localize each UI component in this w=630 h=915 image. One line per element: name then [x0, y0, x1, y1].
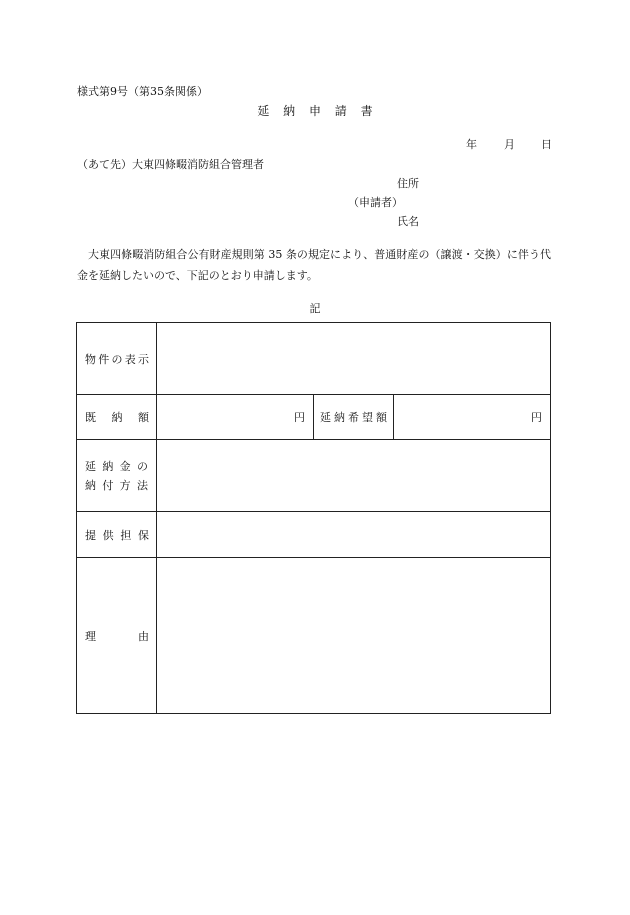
document-title: 延 納 申 請 書	[257, 104, 373, 118]
date-day-label: 日	[541, 138, 552, 151]
application-form-table	[76, 322, 551, 714]
deferred-amount-field[interactable]	[394, 395, 551, 440]
reason-label: 理 由	[85, 629, 149, 643]
date-line	[0, 139, 630, 151]
paid-yen-unit: 円	[294, 411, 305, 424]
reason-value-field[interactable]	[157, 558, 551, 714]
method-label-cell	[77, 440, 157, 512]
name-label: 氏名	[397, 215, 419, 228]
property-row	[77, 323, 551, 395]
form-number: 様式第9号（第35条関係）	[77, 85, 208, 98]
reason-label-cell	[77, 558, 157, 714]
payment-method-row	[77, 440, 551, 512]
paid-label: 既 納 額	[85, 411, 149, 424]
date-month-label: 月	[504, 138, 515, 151]
security-row	[77, 512, 551, 558]
security-value-field[interactable]	[157, 512, 551, 558]
method-label-line1: 延 納 金 の	[85, 459, 148, 473]
ki-heading: 記	[309, 302, 321, 315]
security-label-cell	[77, 512, 157, 558]
application-statement: 大東四條畷消防組合公有財産規則第 35 条の規定により、普通財産の（譲渡・交換）に伴う代金を延納したいので、下記のとおり申請します。	[77, 248, 551, 282]
method-value-field[interactable]	[157, 440, 551, 512]
date-year-label: 年	[466, 138, 477, 151]
reason-row	[77, 558, 551, 714]
address-label: 住所	[397, 177, 419, 190]
paid-label-cell	[77, 395, 157, 440]
addressee: （あて先）大東四條畷消防組合管理者	[77, 158, 264, 171]
deferred-label-cell	[314, 395, 394, 440]
method-label-line2: 納 付 方 法	[85, 478, 148, 492]
deferred-yen-unit: 円	[531, 411, 543, 424]
deferred-label: 延 納 希 望 額	[320, 411, 387, 424]
amount-row	[77, 395, 551, 440]
property-value-field[interactable]	[157, 323, 551, 395]
property-label: 物 件 の 表 示	[85, 352, 149, 366]
paid-amount-field[interactable]	[157, 395, 314, 440]
security-label: 提 供 担 保	[85, 528, 149, 542]
property-label-cell	[77, 323, 157, 395]
applicant-label: （申請者）	[348, 196, 403, 209]
